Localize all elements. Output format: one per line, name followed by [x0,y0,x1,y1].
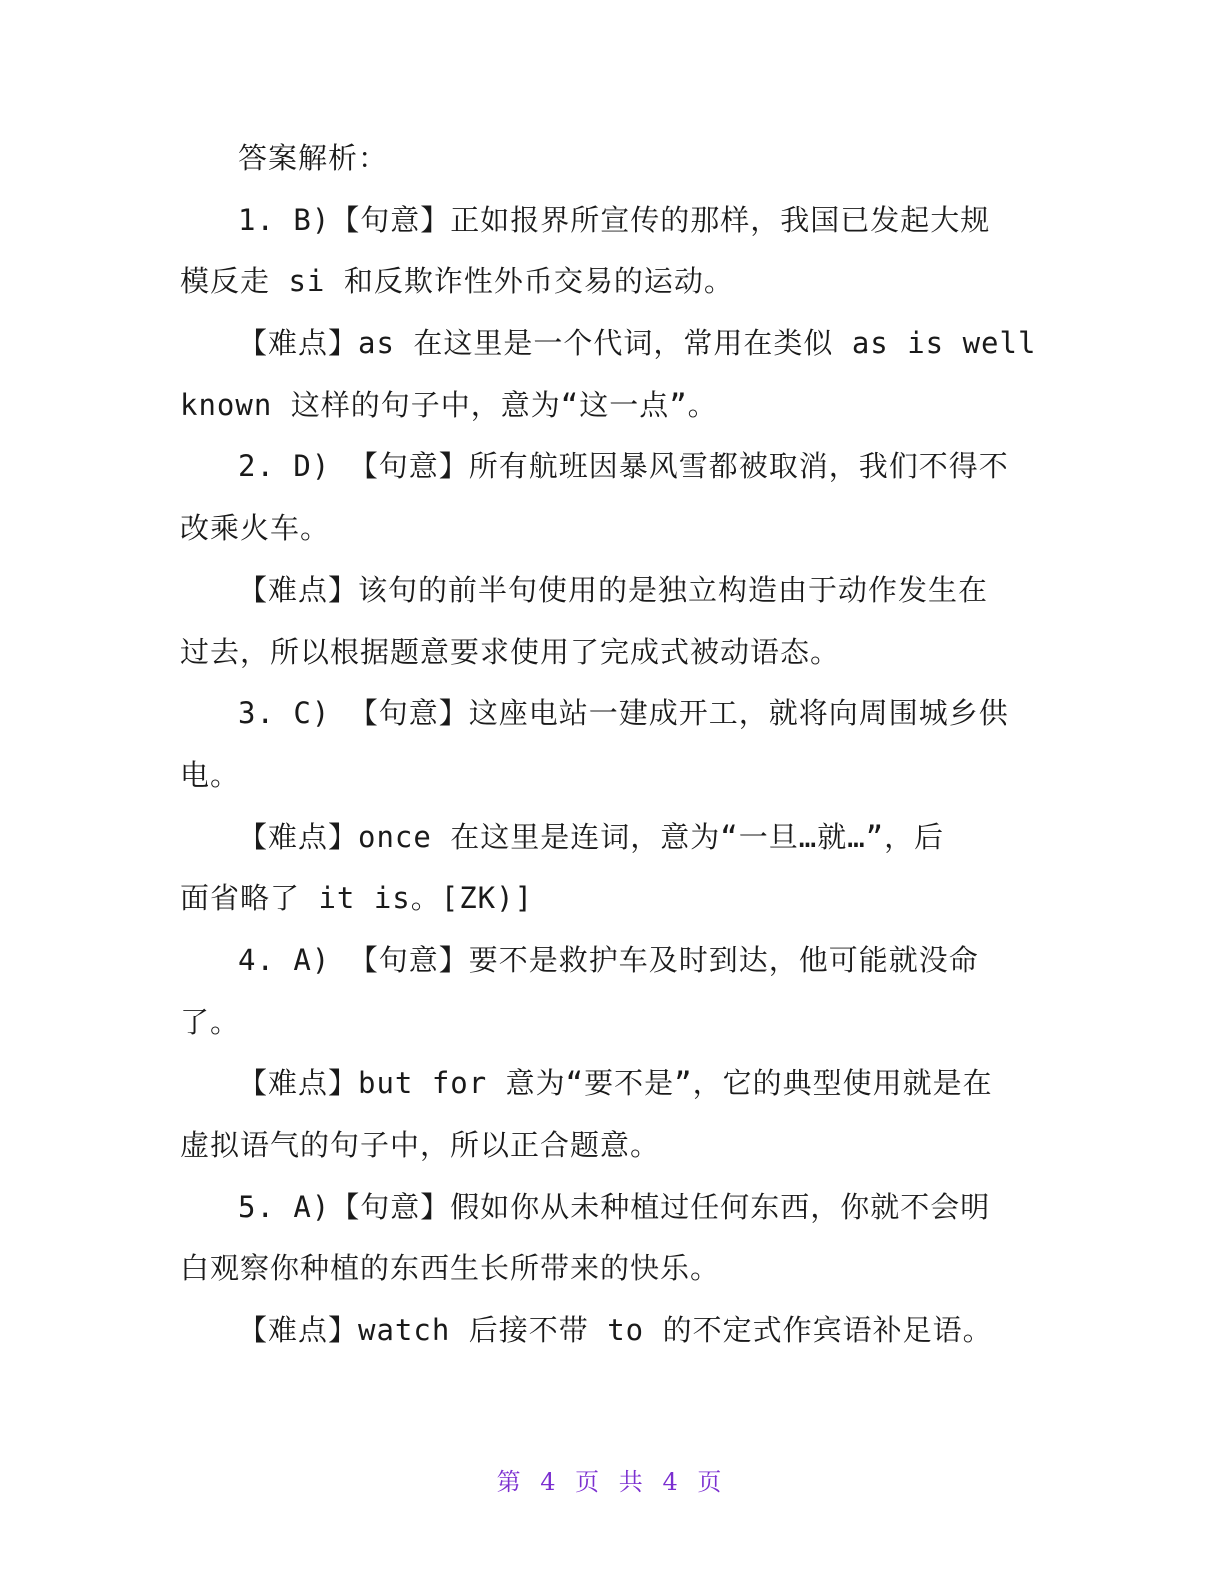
text-line: 了。 [180,1004,241,1039]
text-line: 3. C) 【句意】这座电站一建成开工，就将向周围城乡供 [238,696,1009,731]
answer-explanation-body [180,128,1040,1362]
page-number-footer: 第 4 页 共 4 页 [496,1468,728,1496]
text-line: 【难点】as 在这里是一个代词，常用在类似 as is well [238,326,1037,361]
text-line: 改乘火车。 [180,511,331,546]
text-line: known 这样的句子中，意为“这一点”。 [180,387,718,422]
text-line: 【难点】该句的前半句使用的是独立构造由于动作发生在 [238,572,989,607]
text-line: 虚拟语气的句子中，所以正合题意。 [180,1128,661,1162]
text-line: 面省略了 it is。[ZK)] [180,881,534,916]
text-line: 5. A)【句意】假如你从未种植过任何东西，你就不会明 [238,1189,991,1224]
text-line: 4. A) 【句意】要不是救护车及时到达，他可能就没命 [238,942,979,977]
text-line: 电。 [180,757,241,792]
text-line: 1. B)【句意】正如报界所宣传的那样，我国已发起大规 [238,202,991,237]
text-line: 答案解析： [238,141,389,175]
text-line: 白观察你种植的东西生长所带来的快乐。 [180,1251,721,1286]
text-line: 【难点】once 在这里是连词，意为“一旦…就…”，后 [238,819,945,854]
text-line: 模反走 si 和反欺诈性外币交易的运动。 [180,264,734,299]
text-line: 【难点】watch 后接不带 to 的不定式作宾语补足语。 [238,1313,993,1348]
text-line: 【难点】but for 意为“要不是”，它的典型使用就是在 [238,1066,993,1101]
text-line: 过去，所以根据题意要求使用了完成式被动语态。 [180,634,841,669]
text-line: 2. D) 【句意】所有航班因暴风雪都被取消，我们不得不 [238,449,1009,484]
